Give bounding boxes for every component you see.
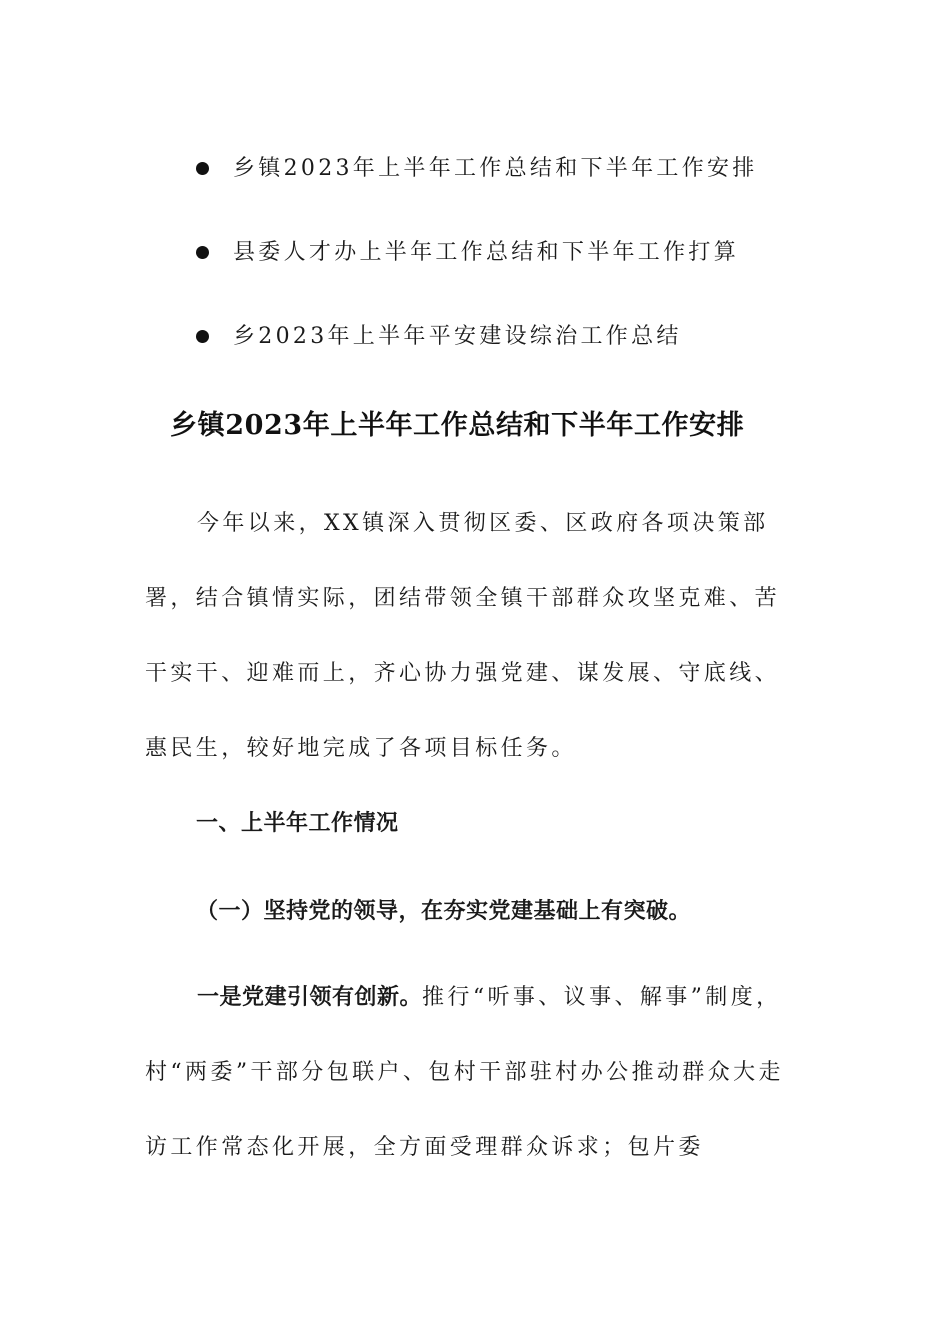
toc-item-label: 乡镇2023年上半年工作总结和下半年工作安排: [233, 156, 758, 181]
toc-item-label: 县委人才办上半年工作总结和下半年工作打算: [233, 240, 740, 265]
toc-item[interactable]: [196, 318, 876, 402]
toc-item-label: 乡2023年上半年平安建设综治工作总结: [233, 324, 682, 349]
intro-paragraph: [145, 486, 795, 786]
point-paragraph: [145, 960, 795, 1185]
bullet-icon: [196, 246, 209, 259]
bullet-icon: [196, 162, 209, 175]
point-text: 推行“听事、议事、解事”制度，村“两委”干部分包联户、包村干部驻村办公推动群众大走访工作常态化开展，全方面受理群众诉求；包片委: [145, 985, 784, 1160]
toc-list: [196, 150, 876, 402]
intro-text: 今年以来，XX镇深入贯彻区委、区政府各项决策部署，结合镇情实际，团结带领全镇干部群众攻坚克难、苦干实干、迎难而上，齐心协力强党建、谋发展、守底线、惠民生，较好地完成了各项目标任务。: [145, 511, 781, 761]
subsection-heading: （一）坚持党的领导，在夯实党建基础上有突破。: [196, 899, 692, 924]
document-title: 乡镇2023年上半年工作总结和下半年工作安排: [170, 410, 745, 441]
toc-item[interactable]: [196, 234, 876, 318]
bullet-icon: [196, 330, 209, 343]
toc-item[interactable]: [196, 150, 876, 234]
point-lead: 一是党建引领有创新。: [197, 985, 423, 1010]
section-heading: 一、上半年工作情况: [196, 811, 399, 836]
